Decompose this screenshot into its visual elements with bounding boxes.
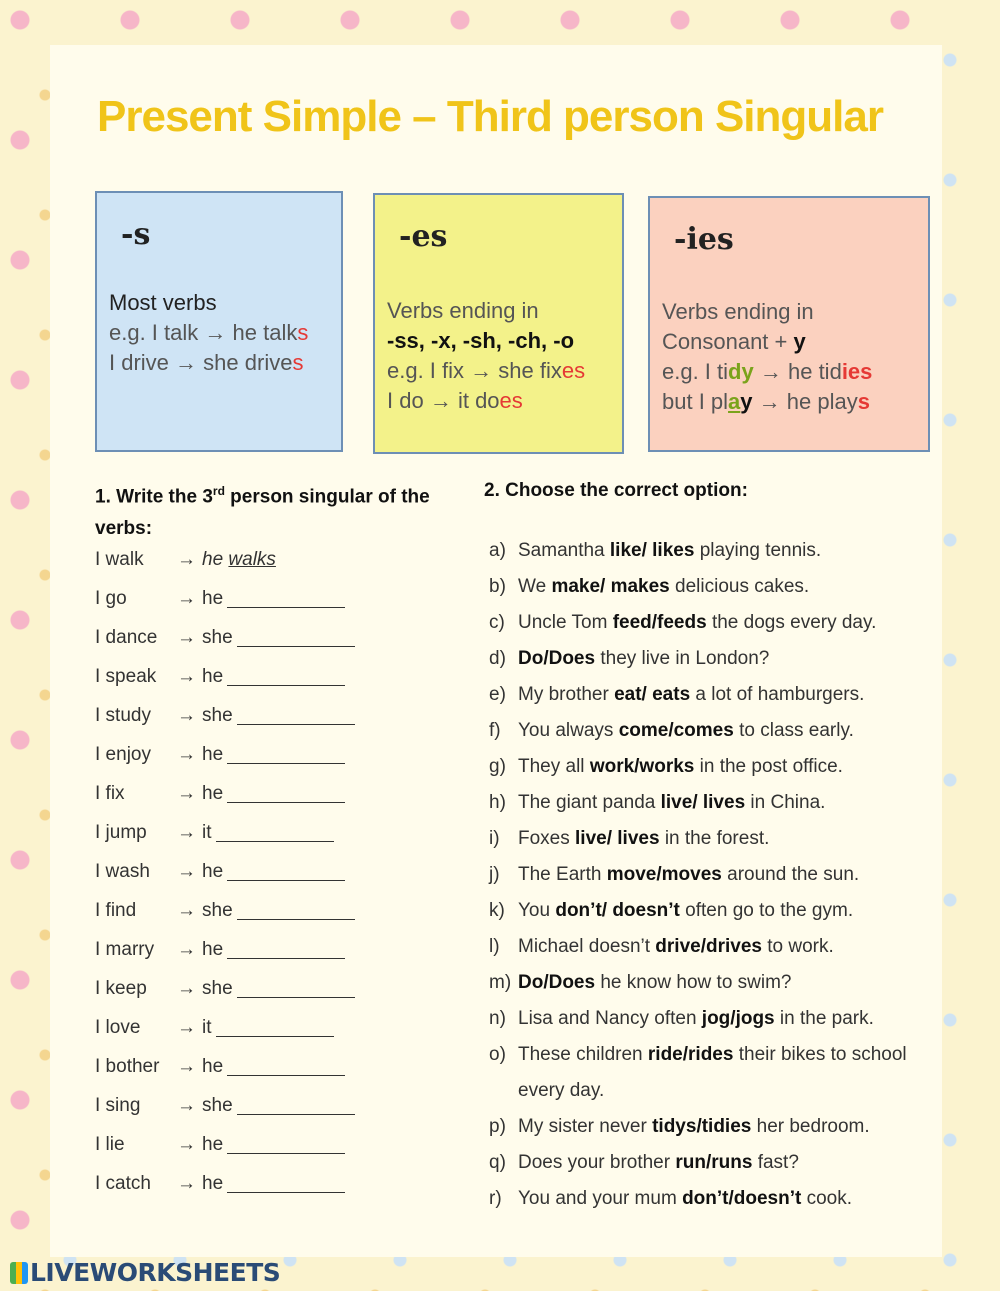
option-letter: n) — [489, 1008, 506, 1029]
list-item: g) They all work/works in the post office. — [489, 749, 934, 785]
verb-base: I wash — [95, 861, 150, 882]
arrow-icon: → — [177, 1056, 196, 1077]
verb-base: I keep — [95, 978, 147, 999]
arrow-icon: → — [177, 627, 196, 648]
table-row — [95, 1056, 355, 1095]
table-row — [95, 744, 355, 783]
answer-blank[interactable] — [237, 1095, 355, 1115]
choice-pair[interactable]: move/moves — [606, 864, 722, 885]
table-row — [95, 666, 355, 705]
option-letter: j) — [489, 864, 500, 885]
answer-blank[interactable] — [216, 1017, 334, 1037]
verb-base: I speak — [95, 666, 157, 687]
arrow-icon: → — [177, 978, 196, 999]
option-letter: m) — [489, 972, 512, 993]
verb-base: I bother — [95, 1056, 160, 1077]
verb-pronoun: she — [202, 978, 233, 999]
list-item: a) Samantha like/ likes playing tennis. — [489, 533, 934, 569]
choice-pair[interactable]: feed/feeds — [612, 612, 707, 633]
arrow-icon: → — [758, 389, 781, 414]
verb-list — [95, 549, 355, 1212]
arrow-icon: → — [177, 783, 196, 804]
table-row — [95, 861, 355, 900]
page-title: Present Simple – Third person Singular — [97, 92, 883, 141]
choice-pair[interactable]: work/works — [589, 756, 695, 777]
table-row — [95, 1134, 355, 1173]
option-letter: h) — [489, 792, 506, 813]
list-item: k) You don’t/ doesn’t often go to the gym. — [489, 893, 934, 929]
arrow-icon: → — [177, 588, 196, 609]
list-item: p) My sister never tidys/tidies her bedroom. — [489, 1109, 934, 1145]
choice-pair[interactable]: tidys/tidies — [652, 1116, 752, 1137]
verb-base: I sing — [95, 1095, 141, 1116]
table-row — [95, 1173, 355, 1212]
verb-base: I catch — [95, 1173, 151, 1194]
rule-box-ies — [648, 196, 930, 452]
arrow-icon: → — [177, 939, 196, 960]
verb-pronoun: he — [202, 783, 224, 804]
verb-pronoun: he — [202, 666, 224, 687]
section2-title: 2. Choose the correct option: — [484, 480, 748, 501]
liveworksheets-logo-icon — [10, 1262, 28, 1284]
list-item: f) You always come/comes to class early. — [489, 713, 934, 749]
answer-blank[interactable] — [237, 900, 355, 920]
option-letter: c) — [489, 612, 505, 633]
rule-suffix: -ies — [674, 222, 734, 257]
verb-pronoun: she — [202, 627, 233, 648]
arrow-icon: → — [177, 900, 196, 921]
table-row — [95, 783, 355, 822]
verb-pronoun: he — [202, 1173, 224, 1194]
verb-base: I marry — [95, 939, 155, 960]
table-row — [95, 1017, 355, 1056]
arrow-icon: → — [470, 358, 493, 383]
answer-blank[interactable] — [227, 744, 345, 764]
list-item: n) Lisa and Nancy often jog/jogs in the park. — [489, 1001, 934, 1037]
rule-example: e.g. I talk → he talks — [109, 320, 309, 345]
answer-blank[interactable] — [227, 861, 345, 881]
rule-heading: Most verbs — [109, 290, 217, 315]
verb-pronoun: he — [202, 1134, 224, 1155]
verb-base: I jump — [95, 822, 147, 843]
list-item: j) The Earth move/moves around the sun. — [489, 857, 934, 893]
footer-brand: LIVEWORKSHEETS — [10, 1258, 280, 1287]
rule-condition: Consonant + y — [662, 329, 806, 354]
table-row — [95, 939, 355, 978]
option-letter: e) — [489, 684, 506, 705]
option-letter: r) — [489, 1188, 502, 1209]
verb-base: I fix — [95, 783, 125, 804]
answer-blank[interactable] — [227, 1134, 345, 1154]
choice-pair[interactable]: don’t/ doesn’t — [555, 900, 680, 921]
arrow-icon: → — [177, 666, 196, 687]
choice-pair[interactable]: run/runs — [675, 1152, 753, 1173]
verb-pronoun: he — [202, 744, 224, 765]
verb-pronoun: he — [202, 861, 224, 882]
list-item: e) My brother eat/ eats a lot of hamburgers. — [489, 677, 934, 713]
arrow-icon: → — [177, 1095, 196, 1116]
option-letter: g) — [489, 756, 506, 777]
table-row — [95, 1095, 355, 1134]
arrow-icon: → — [177, 1173, 196, 1194]
option-letter: f) — [489, 720, 501, 741]
option-letter: q) — [489, 1152, 506, 1173]
list-item: i) Foxes live/ lives in the forest. — [489, 821, 934, 857]
verb-base: I go — [95, 588, 127, 609]
option-letter: b) — [489, 576, 506, 597]
answer-blank[interactable] — [227, 666, 345, 686]
table-row — [95, 588, 355, 627]
answer-blank[interactable] — [216, 822, 334, 842]
list-item: o) These children ride/rides their bikes to school every day. — [489, 1037, 934, 1109]
table-row — [95, 978, 355, 1017]
answer-blank[interactable] — [227, 783, 345, 803]
arrow-icon: → — [175, 350, 198, 375]
section1-title: 1. Write the 3rd person singular of the verbs: — [95, 484, 430, 540]
choice-pair[interactable]: jog/jogs — [701, 1008, 775, 1029]
arrow-icon: → — [177, 822, 196, 843]
rule-example: e.g. I tidy → he tidies — [662, 359, 873, 384]
arrow-icon: → — [759, 359, 782, 384]
arrow-icon: → — [429, 388, 452, 413]
arrow-icon: → — [177, 1017, 196, 1038]
rule-example: I do → it does — [387, 388, 523, 413]
choice-pair[interactable]: ride/rides — [647, 1044, 734, 1065]
example-answer: walks — [228, 549, 276, 570]
answer-blank[interactable] — [227, 1056, 345, 1076]
choice-pair[interactable]: come/comes — [618, 720, 734, 741]
option-letter: l) — [489, 936, 500, 957]
choice-pair[interactable]: Do/Does — [518, 648, 596, 669]
option-letter: k) — [489, 900, 505, 921]
rule-suffix: -s — [121, 217, 151, 252]
option-letter: i) — [489, 828, 500, 849]
rule-box-s — [95, 191, 343, 452]
list-item: h) The giant panda live/ lives in China. — [489, 785, 934, 821]
list-item: l) Michael doesn’t drive/drives to work. — [489, 929, 934, 965]
list-item: b) We make/ makes delicious cakes. — [489, 569, 934, 605]
table-row — [95, 627, 355, 666]
verb-base: I enjoy — [95, 744, 151, 765]
option-letter: p) — [489, 1116, 506, 1137]
answer-blank[interactable] — [237, 705, 355, 725]
table-row — [95, 900, 355, 939]
rule-example: I drive → she drives — [109, 350, 304, 375]
rule-description: Verbs ending in — [387, 298, 539, 323]
option-letter: o) — [489, 1044, 506, 1065]
choice-pair[interactable]: drive/drives — [655, 936, 762, 957]
table-row — [95, 822, 355, 861]
answer-blank[interactable] — [227, 588, 345, 608]
verb-pronoun: he — [202, 1056, 224, 1077]
answer-blank[interactable] — [237, 978, 355, 998]
rule-endings: -ss, -x, -sh, -ch, -o — [387, 328, 575, 353]
choice-pair[interactable]: don’t/doesn’t — [682, 1188, 802, 1209]
verb-row-example: I walk → he walks — [95, 549, 276, 570]
list-item: c) Uncle Tom feed/feeds the dogs every day. — [489, 605, 934, 641]
choice-pair[interactable]: live/ lives — [575, 828, 660, 849]
list-item: m) Do/Does he know how to swim? — [489, 965, 934, 1001]
arrow-icon: → — [177, 744, 196, 765]
choice-pair[interactable]: Do/Does — [518, 972, 596, 993]
verb-base: I lie — [95, 1134, 125, 1155]
arrow-icon: → — [204, 320, 227, 345]
arrow-icon: → — [177, 1134, 196, 1155]
verb-base: I dance — [95, 627, 158, 648]
verb-pronoun: she — [202, 705, 233, 726]
verb-pronoun: it — [202, 1017, 212, 1038]
table-row — [95, 705, 355, 744]
choice-pair[interactable]: make/ makes — [551, 576, 670, 597]
arrow-icon: → — [177, 549, 196, 570]
rule-description: Verbs ending in — [662, 299, 814, 324]
option-letter: d) — [489, 648, 506, 669]
verb-base: I love — [95, 1017, 141, 1038]
option-list — [489, 533, 934, 1217]
choice-pair[interactable]: eat/ eats — [614, 684, 691, 705]
rule-box-es — [373, 193, 624, 454]
verb-pronoun: it — [202, 822, 212, 843]
list-item: r) You and your mum don’t/doesn’t cook. — [489, 1181, 934, 1217]
choice-pair[interactable]: like/ likes — [609, 540, 695, 561]
answer-blank[interactable] — [237, 627, 355, 647]
rule-suffix: -es — [399, 219, 448, 254]
verb-base: I find — [95, 900, 137, 921]
verb-pronoun: he — [202, 588, 224, 609]
verb-base: I study — [95, 705, 151, 726]
choice-pair[interactable]: live/ lives — [660, 792, 746, 813]
arrow-icon: → — [177, 705, 196, 726]
verb-pronoun: she — [202, 1095, 233, 1116]
arrow-icon: → — [177, 861, 196, 882]
option-letter: a) — [489, 540, 506, 561]
verb-pronoun: he — [202, 939, 224, 960]
verb-pronoun: she — [202, 900, 233, 921]
rule-example: e.g. I fix → she fixes — [387, 358, 586, 383]
list-item: q) Does your brother run/runs fast? — [489, 1145, 934, 1181]
answer-blank[interactable] — [227, 939, 345, 959]
answer-blank[interactable] — [227, 1173, 345, 1193]
rule-example: but I play → he plays — [662, 389, 870, 414]
list-item: d) Do/Does they live in London? — [489, 641, 934, 677]
